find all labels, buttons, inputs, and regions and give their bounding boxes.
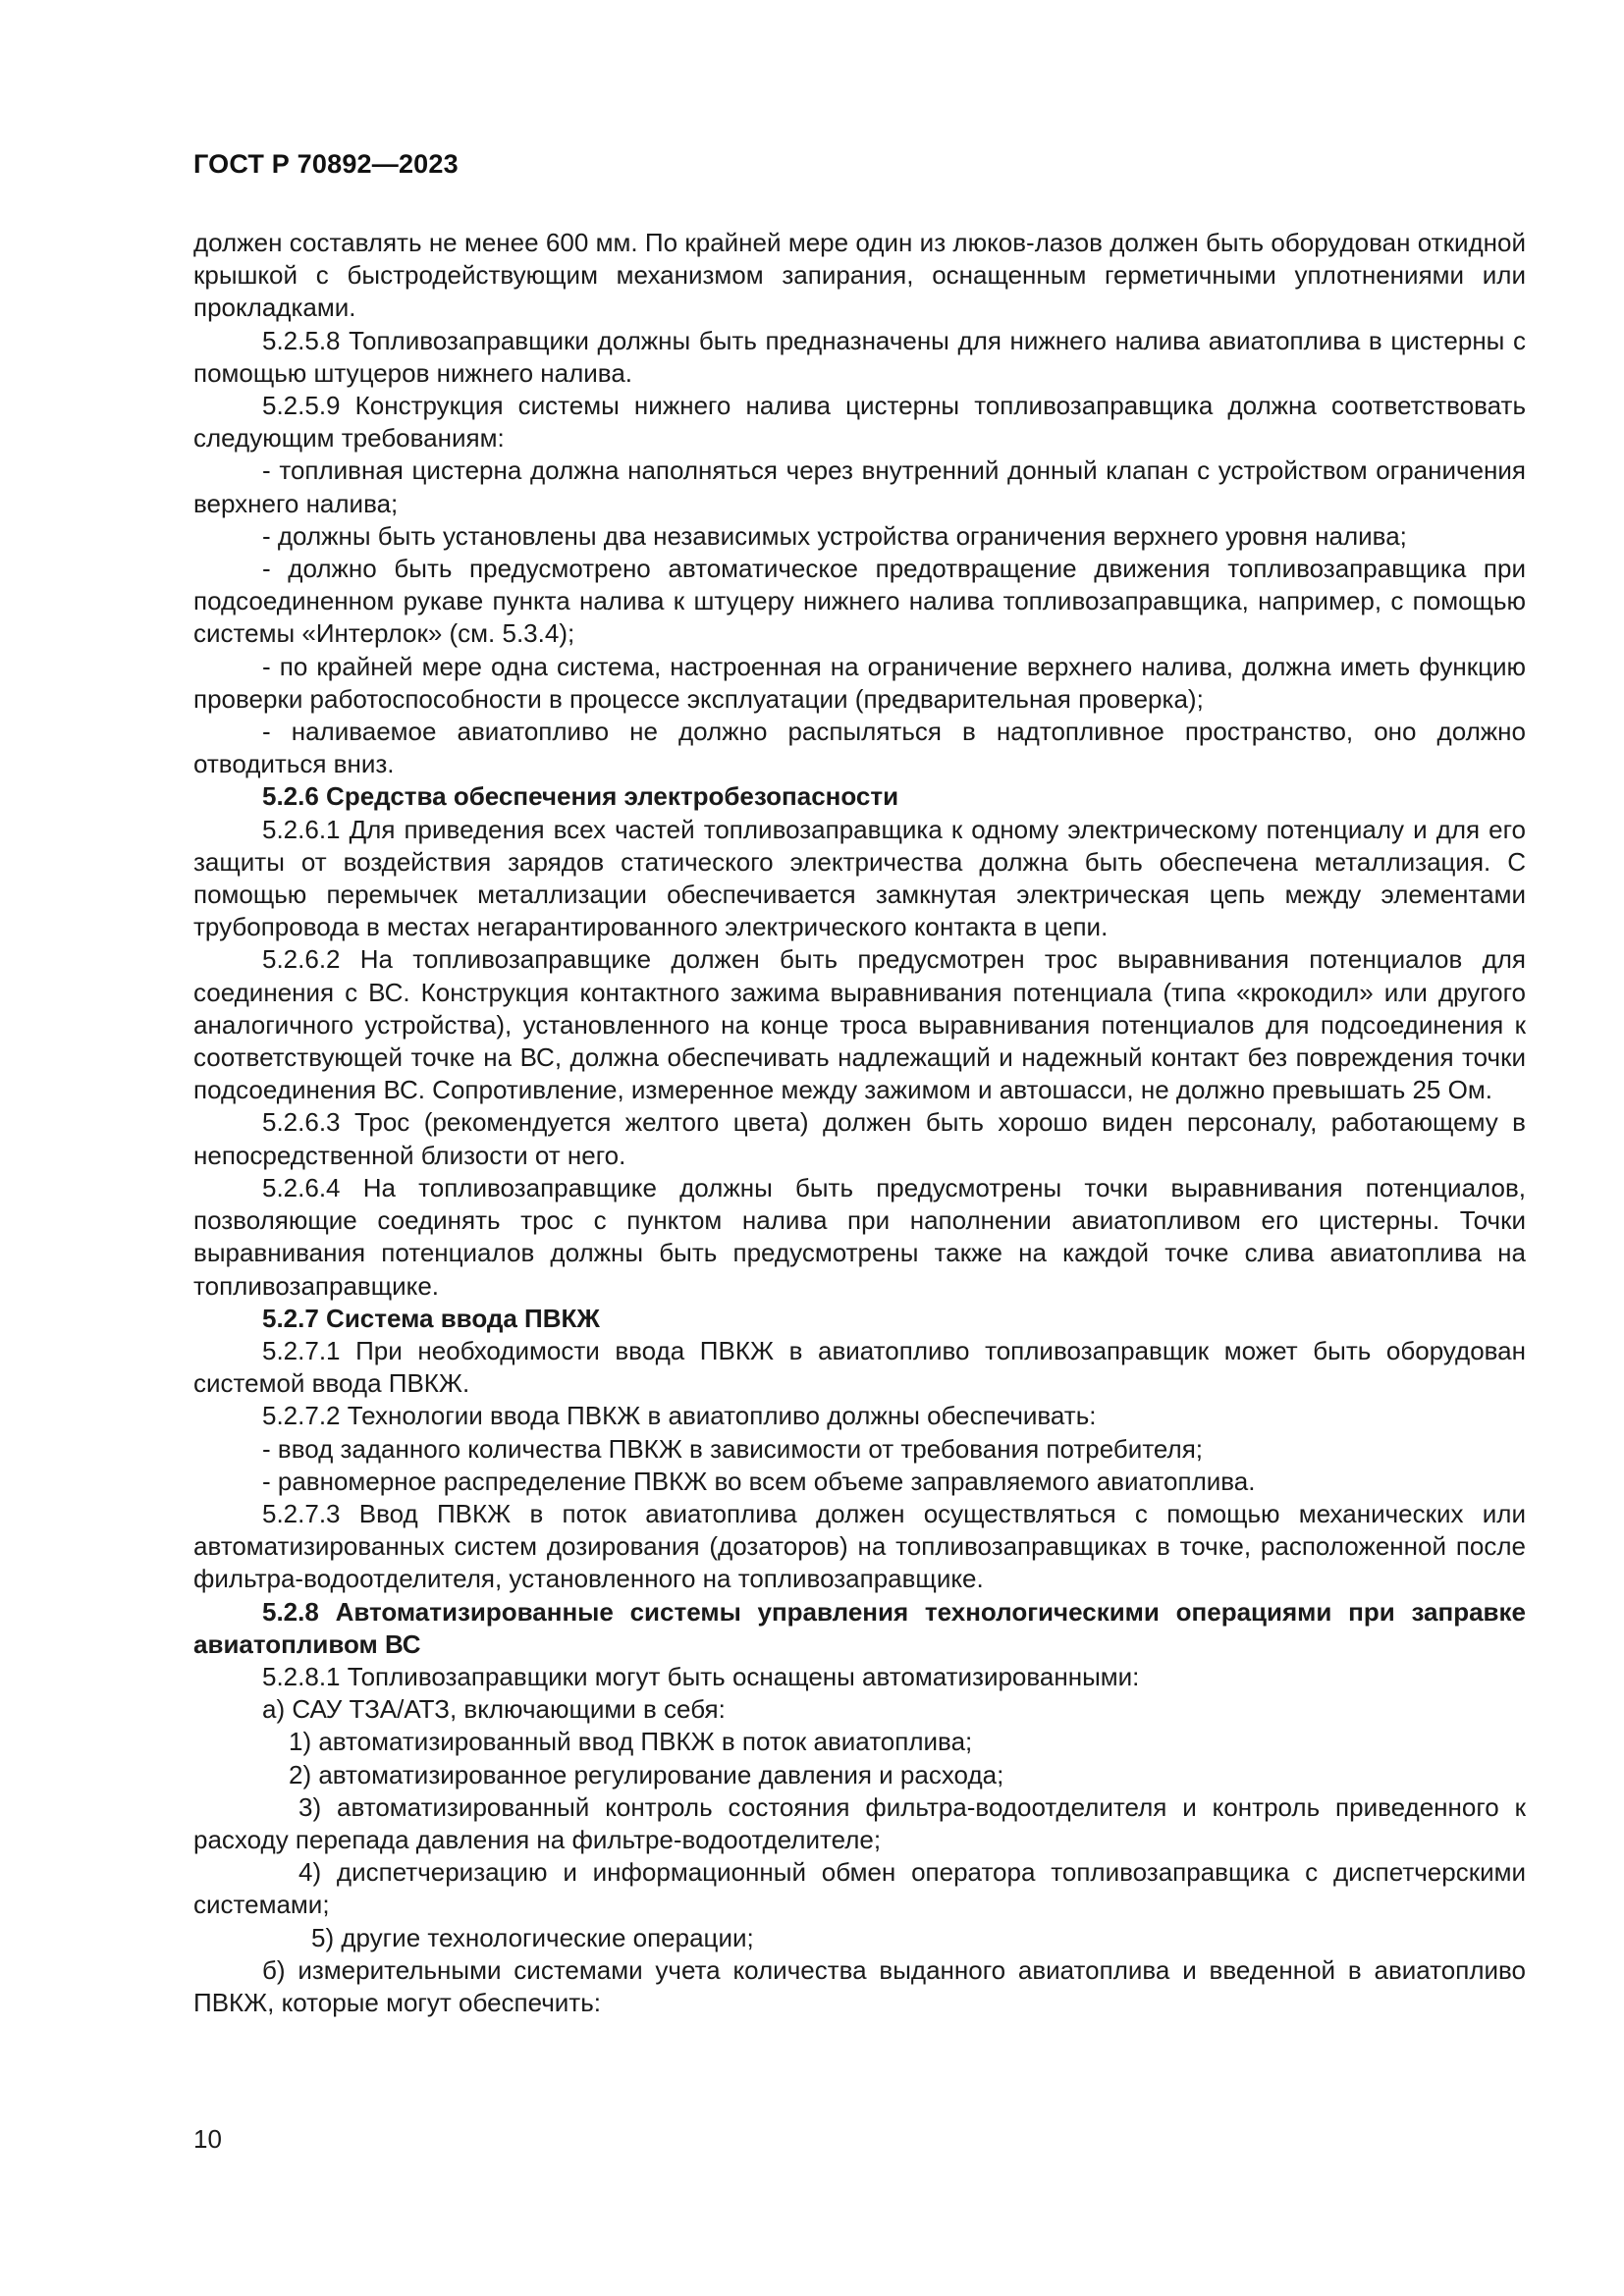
list-item-numbered: 1) автоматизированный ввод ПВКЖ в поток авиатоплива; (289, 1727, 973, 1757)
list-item-numbered: 3) автоматизированный контроль состояния фильтра-водоотделителя и контроль приведенного к расходу перепада давления на фильтре-водоотделителе; (193, 1791, 1526, 1854)
clause-5-2-6-2: 5.2.6.2 На топливозаправщике должен быть предусмотрен трос выравнивания потенциалов для соединения с ВС. Конструкция контактного зажима выравнивания потенциала (типа «крокодил» или другого аналогичного устройства), установленного на конце троса выравнивания потенциалов для подсоединения к соответствующей точке на ВС, должна обеспечивать надлежащий и надежный контакт без повреждения точки подсоединения ВС. Сопротивление, измеренное между зажимом и автошасси, не должно превышать 25 Ом. (193, 944, 1526, 1105)
clause-5-2-7-1: 5.2.7.1 При необходимости ввода ПВКЖ в авиатопливо топливозаправщик может быть оборудован системой ввода ПВКЖ. (193, 1335, 1526, 1399)
list-item-dash: - должно быть предусмотрено автоматическое предотвращение движения топливозаправщика при подсоединенном рукаве пункта налива к штуцеру нижнего налива топливозаправщика, например, с помощью системы «Интерлок» (см. 5.3.4); (193, 554, 1526, 649)
page-number: 10 (193, 2124, 222, 2154)
list-item-letter: б) измерительными системами учета количества выданного авиатоплива и введенной в авиатопливо ПВКЖ, которые могут обеспечить: (193, 1954, 1526, 2017)
list-item-dash: - по крайней мере одна система, настроенная на ограничение верхнего налива, должна иметь функцию проверки работоспособности в процессе эксплуатации (предварительная проверка); (193, 651, 1526, 714)
list-item-dash: - равномерное распределение ПВКЖ во всем объеме заправляемого авиатоплива. (262, 1466, 1256, 1496)
clause-5-2-5-9: 5.2.5.9 Конструкция системы нижнего налива цистерны топливозаправщика должна соответствовать следующим требованиям: (193, 391, 1526, 454)
section-heading-5-2-7: 5.2.7 Система ввода ПВКЖ (262, 1303, 600, 1333)
clause-5-2-5-8: 5.2.5.8 Топливозаправщики должны быть предназначены для нижнего налива авиатоплива в цистерны с помощью штуцеров нижнего налива. (193, 325, 1526, 388)
list-item-dash: - ввод заданного количества ПВКЖ в зависимости от требования потребителя; (262, 1433, 1204, 1464)
clause-5-2-6-4: 5.2.6.4 На топливозаправщике должны быть предусмотрены точки выравнивания потенциалов, позволяющие соединять трос с пунктом налива при наполнении авиатопливом его цистерны. Точки выравнивания потенциалов должны быть предусмотрены также на каждой точке слива авиатоплива на топливозаправщике. (193, 1172, 1526, 1301)
clause-5-2-7-3: 5.2.7.3 Ввод ПВКЖ в поток авиатоплива должен осуществляться с помощью механических или автоматизированных систем дозирования (дозаторов) на топливозаправщиках в точке, расположенной после фильтра-водоотделителя, установленного на топливозаправщике. (193, 1498, 1526, 1594)
list-item-numbered: 2) автоматизированное регулирование давления и расхода; (289, 1759, 1004, 1789)
list-item-numbered: 4) диспетчеризацию и информационный обмен оператора топливозаправщика с диспетчерскими системами; (193, 1857, 1526, 1920)
clause-5-2-7-2: 5.2.7.2 Технологии ввода ПВКЖ в авиатопливо должны обеспечивать: (262, 1401, 1097, 1431)
paragraph-continuation: должен составлять не менее 600 мм. По крайней мере один из люков-лазов должен быть оборудован откидной крышкой с быстродействующим механизмом запирания, оснащенным герметичными уплотнениями или прокладками. (193, 228, 1526, 323)
clause-5-2-6-1: 5.2.6.1 Для приведения всех частей топливозаправщика к одному электрическому потенциалу и для его защиты от воздействия зарядов статического электричества должна быть обеспечена металлизация. С помощью перемычек металлизации обеспечивается замкнутая электрическая цепь между элементами трубопровода в местах негарантированного электрического контакта в цепи. (193, 814, 1526, 942)
section-heading-5-2-6: 5.2.6 Средства обеспечения электробезопасности (262, 781, 899, 812)
clause-5-2-8-1: 5.2.8.1 Топливозаправщики могут быть оснащены автоматизированными: (262, 1661, 1140, 1691)
list-item-dash: - должны быть установлены два независимых устройства ограничения верхнего уровня налива; (262, 520, 1407, 551)
document-body (193, 227, 1526, 2019)
document-number-header: ГОСТ Р 70892—2023 (193, 149, 459, 179)
section-heading-5-2-8: 5.2.8 Автоматизированные системы управления технологическими операциями при заправке авиатопливом ВС (193, 1596, 1526, 1659)
list-item-dash: - топливная цистерна должна наполняться через внутренний донный клапан с устройством ограничения верхнего налива; (193, 455, 1526, 518)
list-item-dash: - наливаемое авиатопливо не должно распыляться в надтопливное пространство, оно должно отводиться вниз. (193, 717, 1526, 779)
list-item-numbered: 5) другие технологические операции; (311, 1922, 754, 1952)
list-item-letter: а) САУ ТЗА/АТЗ, включающими в себя: (262, 1694, 726, 1725)
clause-5-2-6-3: 5.2.6.3 Трос (рекомендуется желтого цвета) должен быть хорошо виден персоналу, работающему в непосредственной близости от него. (193, 1107, 1526, 1170)
